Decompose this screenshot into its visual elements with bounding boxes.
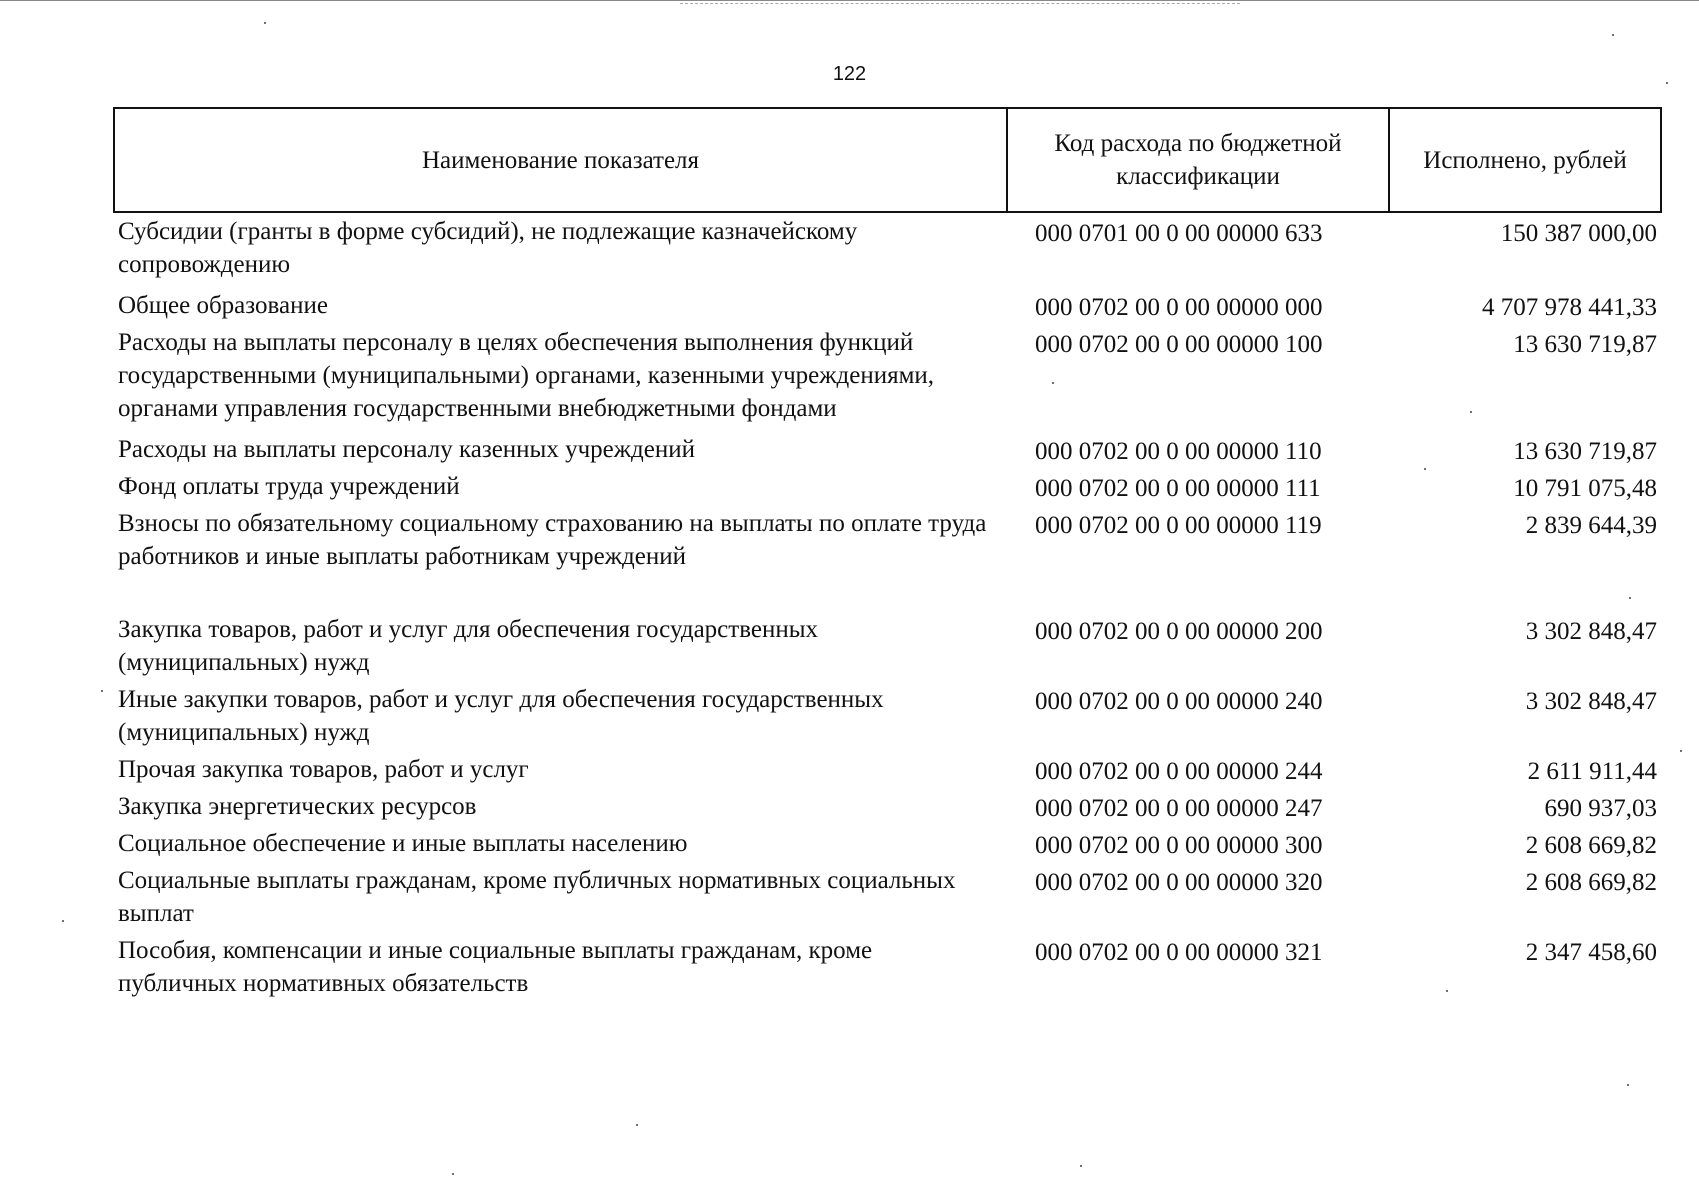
scan-speck (1629, 597, 1631, 599)
row-code: 000 0702 00 0 00 00000 321 (1035, 939, 1323, 966)
table-header-row (114, 108, 1661, 212)
row-code: 000 0702 00 0 00 00000 110 (1035, 438, 1322, 465)
table-row (114, 287, 1661, 324)
row-amount: 150 387 000,00 (1500, 220, 1657, 247)
scan-speck (1080, 1165, 1082, 1167)
header-budget-code: Код расхода по бюджетной классификации (1007, 108, 1389, 212)
row-code: 000 0702 00 0 00 00000 000 (1035, 294, 1323, 321)
table-row (114, 788, 1661, 825)
table-row (114, 324, 1661, 431)
row-code: 000 0702 00 0 00 00000 320 (1035, 869, 1323, 896)
row-name: Общее образование (118, 292, 328, 319)
row-code: 000 0702 00 0 00 00000 240 (1035, 688, 1323, 715)
row-name: Социальные выплаты гражданам, кроме публичных нормативных социальных выплат (118, 867, 956, 927)
header-executed-amount: Исполнено, рублей (1389, 108, 1661, 212)
row-amount: 10 791 075,48 (1513, 475, 1657, 502)
row-amount: 690 937,03 (1544, 795, 1657, 822)
row-amount: 2 611 911,44 (1527, 758, 1657, 785)
row-name: Пособия, компенсации и иные социальные выплаты гражданам, кроме публичных нормативных обязательств (118, 937, 873, 997)
scan-artifact-line (680, 3, 1240, 6)
row-code: 000 0702 00 0 00 00000 111 (1035, 475, 1321, 502)
row-name: Фонд оплаты труда учреждений (118, 473, 460, 500)
row-name: Закупка товаров, работ и услуг для обеспечения государственных (муниципальных) нужд (118, 616, 819, 676)
table-row (114, 862, 1661, 932)
row-name: Иные закупки товаров, работ и услуг для обеспечения государственных (муниципальных) нужд (118, 686, 884, 746)
table-row (114, 431, 1661, 468)
row-code: 000 0702 00 0 00 00000 300 (1035, 832, 1323, 859)
table-row (114, 212, 1661, 287)
row-code: 000 0702 00 0 00 00000 119 (1035, 512, 1322, 539)
scan-speck (101, 690, 103, 692)
header-indicator-name: Наименование показателя (114, 108, 1007, 212)
scan-speck (264, 22, 266, 24)
row-amount: 2 608 669,82 (1525, 832, 1657, 859)
row-code: 000 0702 00 0 00 00000 200 (1035, 618, 1323, 645)
row-name: Социальное обеспечение и иные выплаты населению (118, 830, 688, 857)
row-code: 000 0701 00 0 00 00000 633 (1035, 220, 1323, 247)
row-amount: 2 608 669,82 (1525, 869, 1657, 896)
scan-speck (1612, 34, 1614, 36)
table-row (114, 505, 1661, 611)
row-amount: 13 630 719,87 (1513, 438, 1657, 465)
table-row (114, 468, 1661, 505)
scan-speck (1680, 750, 1682, 752)
scan-speck (452, 1173, 454, 1175)
scan-speck (1470, 411, 1472, 413)
row-amount: 3 302 848,47 (1525, 688, 1657, 715)
table-row (114, 611, 1661, 681)
table-row (114, 932, 1661, 1002)
row-name: Прочая закупка товаров, работ и услуг (118, 756, 529, 783)
row-amount: 2 347 458,60 (1525, 939, 1657, 966)
row-amount: 13 630 719,87 (1513, 331, 1657, 358)
scan-speck (1627, 1084, 1629, 1086)
scan-speck (62, 920, 64, 922)
scan-speck (636, 1124, 638, 1126)
row-code: 000 0702 00 0 00 00000 100 (1035, 331, 1323, 358)
budget-execution-table (113, 107, 1662, 1002)
row-amount: 2 839 644,39 (1525, 512, 1657, 539)
table-row (114, 825, 1661, 862)
table-row (114, 751, 1661, 788)
row-amount: 4 707 978 441,33 (1482, 294, 1657, 321)
scan-speck (1446, 990, 1448, 992)
row-name: Закупка энергетических ресурсов (118, 793, 477, 820)
row-name: Расходы на выплаты персоналу казенных учреждений (118, 436, 695, 463)
row-code: 000 0702 00 0 00 00000 247 (1035, 795, 1323, 822)
scan-speck (1666, 82, 1668, 84)
row-code: 000 0702 00 0 00 00000 244 (1035, 758, 1323, 785)
scan-speck (1424, 468, 1426, 470)
row-name: Взносы по обязательному социальному страхованию на выплаты по оплате труда работников и иные выплаты работникам учреждений (118, 510, 987, 570)
report-sheet (113, 107, 1660, 1002)
row-amount: 3 302 848,47 (1525, 618, 1657, 645)
table-row (114, 681, 1661, 751)
scan-speck (1052, 382, 1054, 384)
page-number: 122 (832, 63, 867, 85)
row-name: Расходы на выплаты персоналу в целях обеспечения выполнения функций государственными (муниципальными) органами, казенными учреждениями, органами управления государственными внебюджетными фондами (118, 329, 935, 422)
row-name: Субсидии (гранты в форме субсидий), не подлежащие казначейскому сопровождению (118, 218, 858, 278)
